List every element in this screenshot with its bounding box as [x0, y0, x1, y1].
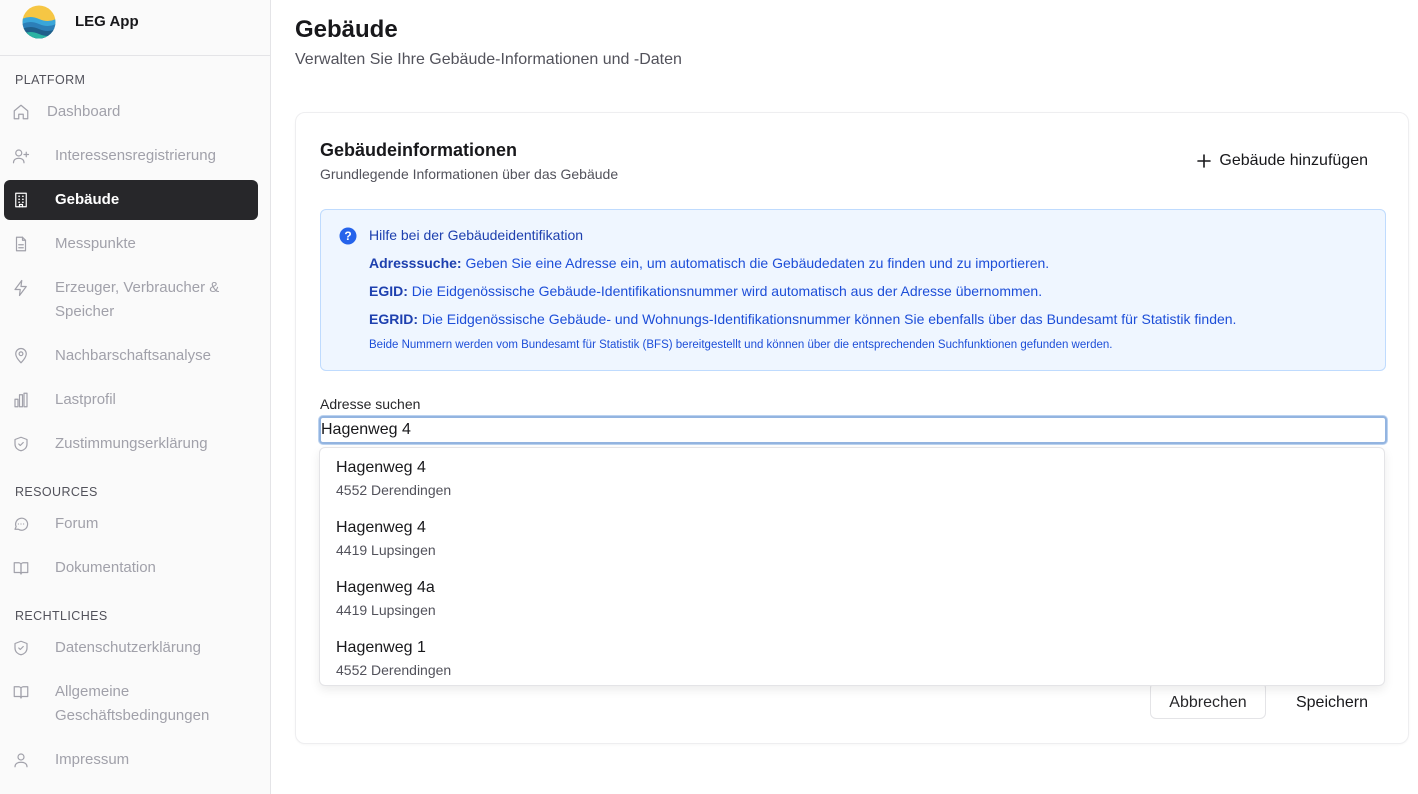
suggestion-street: Hagenweg 4a: [336, 579, 435, 596]
help-circle-icon: [339, 227, 357, 245]
sidebar-item-dashboard[interactable]: [4, 92, 258, 132]
book-icon: [12, 683, 30, 701]
section-label-resources: RESOURCES: [15, 485, 98, 499]
address-suggestion[interactable]: [320, 448, 1384, 508]
sidebar-item-erzeuger[interactable]: [4, 268, 258, 324]
sidebar-item-label: Nachbarschaftsanalyse: [55, 347, 211, 364]
brand[interactable]: [0, 0, 270, 56]
map-pin-icon: [12, 347, 30, 365]
shield-check-icon: [12, 639, 30, 657]
suggestion-city: 4552 Derendingen: [336, 662, 452, 678]
help-text: Die Eidgenössische Gebäude- und Wohnungs-Identifikationsnummer können Sie ebenfalls über das Bundesamt für Statistik finden.: [418, 311, 1237, 327]
help-line-adresssuche: [369, 255, 1049, 271]
address-search-label: Adresse suchen: [320, 396, 421, 412]
sidebar-item-label: Gebäude: [55, 191, 120, 208]
sidebar-item-messpunkte[interactable]: [4, 224, 258, 264]
help-title: Hilfe bei der Gebäudeidentifikation: [369, 227, 584, 243]
section-label-rechtliches: RECHTLICHES: [15, 609, 108, 623]
sidebar-item-impressum[interactable]: [4, 740, 258, 780]
sidebar-item-label: Forum: [55, 515, 99, 532]
sidebar-item-dokumentation[interactable]: [4, 548, 258, 588]
file-icon: [12, 235, 30, 253]
user-plus-icon: [12, 147, 30, 165]
suggestion-street: Hagenweg 4: [336, 519, 426, 536]
help-line-egrid: [369, 311, 1236, 327]
user-icon: [12, 751, 30, 769]
app-name: LEG App: [75, 13, 139, 30]
suggestion-street: Hagenweg 4: [336, 459, 426, 476]
address-search-input[interactable]: [319, 416, 1387, 444]
zap-icon: [12, 279, 30, 297]
sidebar-item-gebaeude[interactable]: [4, 180, 258, 220]
sidebar-item-interessensregistrierung[interactable]: [4, 136, 258, 176]
address-suggestions-dropdown: [319, 447, 1385, 686]
sidebar-item-forum[interactable]: [4, 504, 258, 544]
sidebar-item-nachbarschaftsanalyse[interactable]: [4, 336, 258, 376]
sidebar-item-label: Datenschutzerklärung: [55, 639, 201, 656]
sidebar-item-label: Dashboard: [47, 103, 121, 120]
sidebar-item-lastprofil[interactable]: [4, 380, 258, 420]
building-icon: [12, 191, 30, 209]
plus-icon: [1197, 154, 1211, 168]
cancel-button[interactable]: Abbrechen: [1150, 682, 1266, 719]
suggestion-city: 4552 Derendingen: [336, 482, 452, 498]
help-note: Beide Nummern werden vom Bundesamt für Statistik (BFS) bereitgestellt und können über die entsprechenden Suchfunktionen gefunden werden.: [369, 339, 1113, 351]
sidebar-item-label: Impressum: [55, 751, 130, 768]
card-title: Gebäudeinformationen: [320, 140, 518, 160]
help-term: Adresssuche:: [369, 255, 462, 271]
save-button[interactable]: Speichern: [1282, 682, 1382, 719]
sidebar-item-label: Zustimmungserklärung: [55, 435, 208, 452]
sidebar-item-label: Allgemeine Geschäftsbedingungen: [55, 683, 210, 724]
app-logo: [22, 5, 56, 39]
message-icon: [12, 515, 30, 533]
sidebar-item-datenschutzerklaerung[interactable]: [4, 628, 258, 668]
bar-chart-icon: [12, 391, 30, 409]
page-subtitle: Verwalten Sie Ihre Gebäude-Informationen und -Daten: [295, 51, 682, 68]
sidebar: [0, 0, 271, 794]
help-line-egid: [369, 283, 1042, 299]
help-info-box: [320, 209, 1386, 371]
address-suggestion[interactable]: [320, 568, 1384, 628]
book-icon: [12, 559, 30, 577]
sidebar-item-label: Interessensregistrierung: [55, 147, 216, 164]
svg-text:?: ?: [344, 229, 352, 244]
sidebar-item-label: Erzeuger, Verbraucher & Speicher: [55, 279, 220, 320]
address-suggestion[interactable]: [320, 508, 1384, 568]
help-term: EGID:: [369, 283, 408, 299]
sidebar-item-label: Lastprofil: [55, 391, 116, 408]
help-term: EGRID:: [369, 311, 418, 327]
home-icon: [12, 103, 30, 121]
section-label-platform: PLATFORM: [15, 73, 86, 87]
help-text: Geben Sie eine Adresse ein, um automatisch die Gebäudedaten zu finden und zu importieren.: [461, 255, 1050, 271]
sidebar-item-agb[interactable]: [4, 672, 258, 728]
sidebar-item-label: Messpunkte: [55, 235, 136, 252]
suggestion-city: 4419 Lupsingen: [336, 602, 436, 618]
card-description: Grundlegende Informationen über das Gebäude: [320, 166, 619, 182]
suggestion-city: 4419 Lupsingen: [336, 542, 436, 558]
suggestion-street: Hagenweg 1: [336, 639, 426, 656]
sidebar-item-zustimmungserklaerung[interactable]: [4, 424, 258, 464]
add-building-button[interactable]: [1197, 149, 1368, 173]
add-building-label: Gebäude hinzufügen: [1219, 152, 1368, 169]
sidebar-item-label: Dokumentation: [55, 559, 156, 576]
page-title: Gebäude: [295, 16, 398, 43]
shield-check-icon: [12, 435, 30, 453]
help-text: Die Eidgenössische Gebäude-Identifikationsnummer wird automatisch aus der Adresse übernommen.: [407, 283, 1043, 299]
address-suggestion[interactable]: [320, 628, 1384, 688]
